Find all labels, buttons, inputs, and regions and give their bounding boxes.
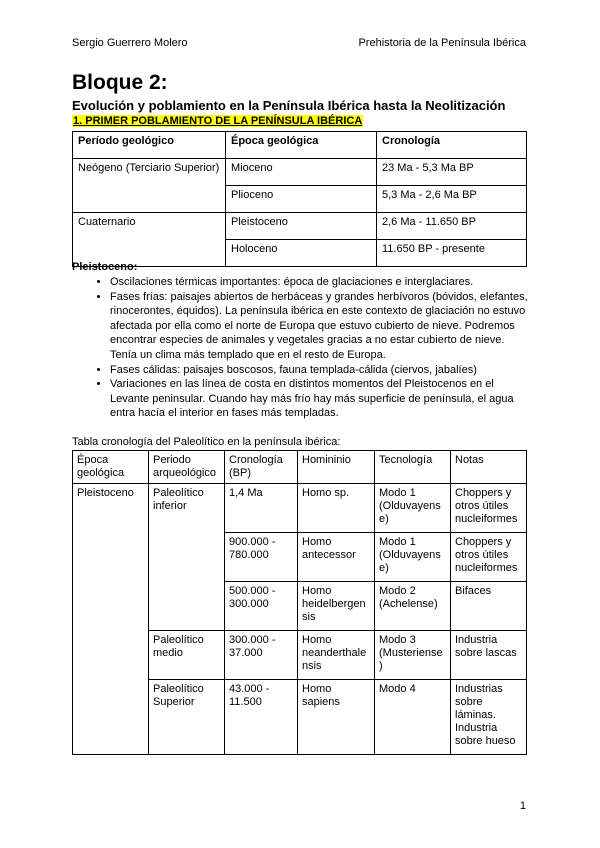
table-header-cell: Época geológica bbox=[73, 451, 149, 484]
chronology-cell: 900.000 - 780.000 bbox=[225, 533, 298, 582]
epoch-cell: Holoceno bbox=[226, 240, 377, 267]
chronology-cell: 2,6 Ma - 11.650 BP bbox=[377, 213, 527, 240]
page-title: Bloque 2: bbox=[72, 71, 168, 94]
pleistoceno-bullet-list bbox=[72, 275, 532, 421]
notes-cell: Industrias sobre láminas. Industria sobre hueso bbox=[451, 680, 527, 755]
paleolithic-chronology-table bbox=[72, 450, 527, 755]
table-header-cell: Tecnología bbox=[375, 451, 451, 484]
technology-cell: Modo 1 (Olduvayense) bbox=[375, 484, 451, 533]
epoch-cell: Mioceno bbox=[226, 159, 377, 186]
hominin-cell: Homo neanderthalensis bbox=[298, 631, 375, 680]
period-cell: Cuaternario bbox=[73, 213, 226, 267]
epoch-cell: Pleistoceno bbox=[73, 484, 149, 755]
hominin-cell: Homo heidelbergensis bbox=[298, 582, 375, 631]
chronology-cell: 43.000 - 11.500 bbox=[225, 680, 298, 755]
table-row bbox=[73, 484, 527, 533]
period-cell: Paleolítico medio bbox=[149, 631, 225, 680]
epoch-cell: Pleistoceno bbox=[226, 213, 377, 240]
epoch-cell: Plioceno bbox=[226, 186, 377, 213]
hominin-cell: Homo sapiens bbox=[298, 680, 375, 755]
table-header-cell: Periodo arqueológico bbox=[149, 451, 225, 484]
period-cell: Neógeno (Terciario Superior) bbox=[73, 159, 226, 213]
notes-cell: Choppers y otros útiles nucleiformes bbox=[451, 533, 527, 582]
header-course: Prehistoria de la Península Ibérica bbox=[358, 37, 526, 49]
technology-cell: Modo 1 (Olduvayense) bbox=[375, 533, 451, 582]
list-item: • Oscilaciones térmicas importantes: época de glaciaciones e interglaciares. bbox=[110, 275, 532, 290]
table-header-cell: Notas bbox=[451, 451, 527, 484]
section-heading: 1. PRIMER POBLAMIENTO DE LA PENÍNSULA IBÉRICA bbox=[73, 115, 363, 127]
hominin-cell: Homo sp. bbox=[298, 484, 375, 533]
table-row bbox=[73, 213, 527, 240]
table-caption: Tabla cronología del Paleolítico en la península ibérica: bbox=[72, 436, 341, 448]
technology-cell: Modo 2 (Achelense) bbox=[375, 582, 451, 631]
pleistoceno-label: Pleistoceno: bbox=[72, 261, 138, 273]
chronology-cell: 500.000 - 300.000 bbox=[225, 582, 298, 631]
list-item: • Fases cálidas: paisajes boscosos, fauna templada-cálida (ciervos, jabalíes) bbox=[110, 363, 532, 378]
notes-cell: Industria sobre lascas bbox=[451, 631, 527, 680]
table-header-cell: Época geológica bbox=[226, 132, 377, 159]
list-item: • Variaciones en las línea de costa en distintos momentos del Pleistocenos en el Levante peninsular. Cuando hay más frío hay más superficie de península, el agua entra hacía el interior en fases más templadas. bbox=[110, 377, 532, 421]
table-header-cell: Cronología bbox=[377, 132, 527, 159]
period-cell: Paleolítico inferior bbox=[149, 484, 225, 631]
notes-cell: Bifaces bbox=[451, 582, 527, 631]
hominin-cell: Homo antecessor bbox=[298, 533, 375, 582]
period-cell: Paleolítico Superior bbox=[149, 680, 225, 755]
table-header-cell: Cronología (BP) bbox=[225, 451, 298, 484]
chronology-cell: 23 Ma - 5,3 Ma BP bbox=[377, 159, 527, 186]
technology-cell: Modo 3 (Musteriense) bbox=[375, 631, 451, 680]
header-author: Sergio Guerrero Molero bbox=[72, 37, 188, 49]
geologic-periods-table bbox=[72, 131, 527, 267]
chronology-cell: 1,4 Ma bbox=[225, 484, 298, 533]
table-header-row bbox=[73, 132, 527, 159]
chronology-cell: 300.000 - 37.000 bbox=[225, 631, 298, 680]
chronology-cell: 5,3 Ma - 2,6 Ma BP bbox=[377, 186, 527, 213]
table-header-cell: Período geológico bbox=[73, 132, 226, 159]
notes-cell: Choppers y otros útiles nucleiformes bbox=[451, 484, 527, 533]
table-header-cell: Homininio bbox=[298, 451, 375, 484]
list-item: • Fases frías: paisajes abiertos de herbáceas y grandes herbívoros (bóvidos, elefantes, rinocerontes, équidos). La península ibérica en este contexto de glaciación no estuvo afectada por ella como el norte de Europa que estuvo cubierto de nieve. Podremos encontrar especies de animales y vegetales gracias a no estar cubierto de nieve. Tenía un clima más templado que en el resto de Europa. bbox=[110, 290, 532, 363]
chronology-cell: 11.650 BP - presente bbox=[377, 240, 527, 267]
table-row bbox=[73, 159, 527, 186]
table-header-row bbox=[73, 451, 527, 484]
page-number: 1 bbox=[519, 800, 526, 812]
technology-cell: Modo 4 bbox=[375, 680, 451, 755]
page-subtitle: Evolución y poblamiento en la Península Ibérica hasta la Neolitización bbox=[72, 98, 506, 113]
